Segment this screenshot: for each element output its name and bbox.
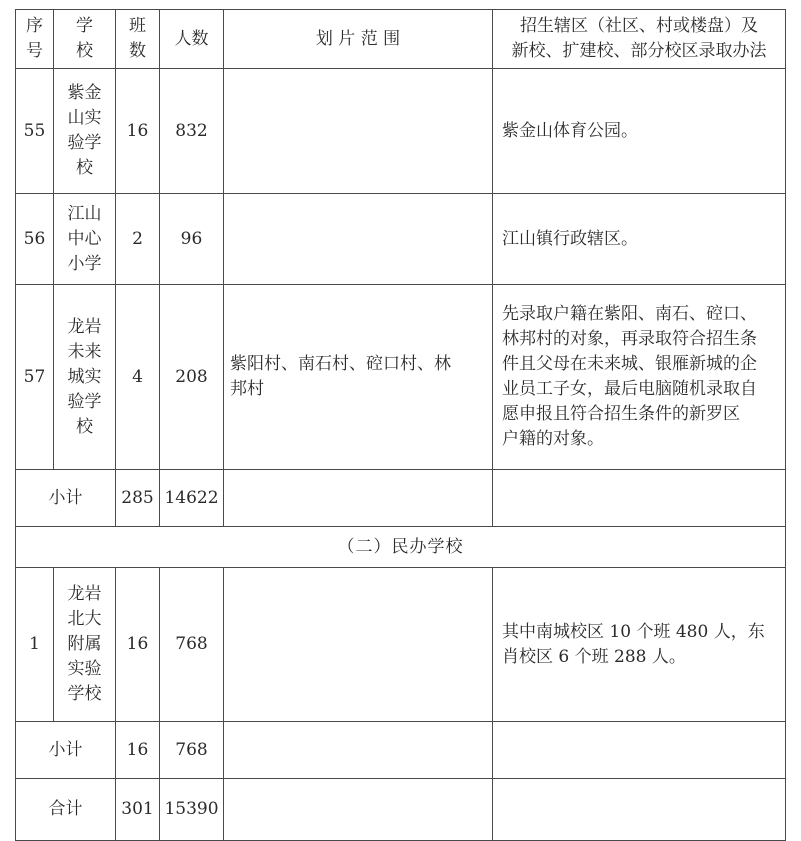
row-classes: 4 (116, 285, 160, 470)
row-seq: 55 (16, 69, 54, 194)
row-students: 768 (160, 568, 224, 722)
row-school: 龙岩 北大 附属 实验 学校 (54, 568, 116, 722)
row-students: 208 (160, 285, 224, 470)
row-range (224, 194, 493, 285)
subtotal-range (224, 722, 493, 779)
row-seq: 57 (16, 285, 54, 470)
total-label: 合计 (16, 779, 116, 841)
row-students: 832 (160, 69, 224, 194)
header-range: 划 片 范 围 (224, 10, 493, 69)
total-row (16, 779, 786, 841)
row-admission: 江山镇行政辖区。 (493, 194, 786, 285)
subtotal-students: 768 (160, 722, 224, 779)
subtotal-label: 小计 (16, 722, 116, 779)
row-classes: 16 (116, 568, 160, 722)
section-row (16, 527, 786, 568)
enrollment-table (15, 9, 786, 841)
header-seq: 序 号 (16, 10, 54, 69)
table-row (16, 285, 786, 470)
total-classes: 301 (116, 779, 160, 841)
header-students: 人数 (160, 10, 224, 69)
row-range (224, 69, 493, 194)
section-title: （二）民办学校 (16, 527, 786, 568)
row-school: 紫金 山实 验学 校 (54, 69, 116, 194)
row-range: 紫阳村、南石村、硿口村、林 邦村 (224, 285, 493, 470)
total-students: 15390 (160, 779, 224, 841)
header-row (16, 10, 786, 69)
row-school: 龙岩 未来 城实 验学 校 (54, 285, 116, 470)
total-range (224, 779, 493, 841)
header-school: 学 校 (54, 10, 116, 69)
header-admission: 招生辖区（社区、村或楼盘）及 新校、扩建校、部分校区录取办法 (493, 10, 786, 69)
table-row (16, 568, 786, 722)
subtotal-classes: 16 (116, 722, 160, 779)
row-school: 江山 中心 小学 (54, 194, 116, 285)
row-admission: 紫金山体育公园。 (493, 69, 786, 194)
subtotal-admission (493, 722, 786, 779)
row-classes: 2 (116, 194, 160, 285)
table-row (16, 194, 786, 285)
subtotal-label: 小计 (16, 470, 116, 527)
row-range (224, 568, 493, 722)
row-students: 96 (160, 194, 224, 285)
subtotal-students: 14622 (160, 470, 224, 527)
total-admission (493, 779, 786, 841)
subtotal-row (16, 470, 786, 527)
subtotal-classes: 285 (116, 470, 160, 527)
subtotal-admission (493, 470, 786, 527)
row-admission: 先录取户籍在紫阳、南石、硿口、 林邦村的对象，再录取符合招生条 件且父母在未来城、银雁新城的企 业员工子女，最后电脑随机录取自 愿申报且符合招生条件的新罗区 户籍的对象。 (493, 285, 786, 470)
row-seq: 56 (16, 194, 54, 285)
subtotal-row (16, 722, 786, 779)
row-classes: 16 (116, 69, 160, 194)
subtotal-range (224, 470, 493, 527)
table-row (16, 69, 786, 194)
row-seq: 1 (16, 568, 54, 722)
row-admission: 其中南城校区 10 个班 480 人，东 肖校区 6 个班 288 人。 (493, 568, 786, 722)
header-classes: 班 数 (116, 10, 160, 69)
